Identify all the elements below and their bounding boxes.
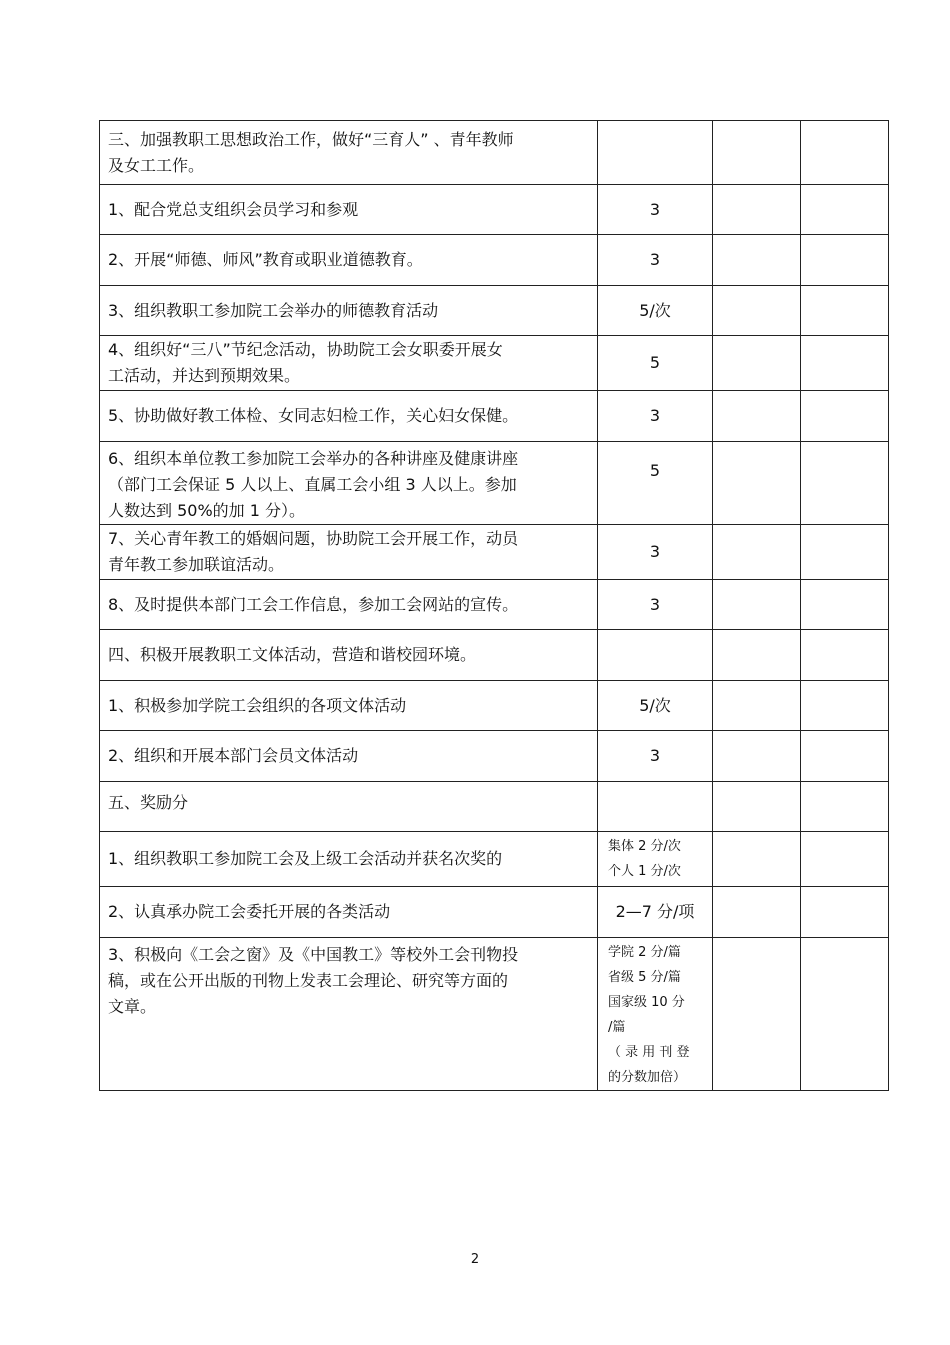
score-cell	[598, 681, 713, 731]
item-text: 四、积极开展教职工文体活动，营造和谐校园环境。	[108, 645, 477, 664]
empty-cell	[713, 887, 801, 938]
score-cell	[598, 286, 713, 336]
score-cell	[598, 630, 713, 681]
table-row	[100, 235, 889, 286]
empty-cell	[713, 580, 801, 630]
score-text: 5/次	[639, 300, 671, 320]
empty-cell	[801, 286, 889, 336]
score-cell	[598, 235, 713, 286]
item-cell	[100, 782, 598, 832]
empty-cell	[801, 235, 889, 286]
empty-cell	[801, 525, 889, 580]
score-text: 3	[649, 199, 661, 219]
empty-cell	[801, 121, 889, 185]
empty-cell	[801, 832, 889, 887]
empty-cell	[801, 887, 889, 938]
table-row	[100, 681, 889, 731]
empty-cell	[713, 731, 801, 782]
item-cell	[100, 731, 598, 782]
empty-cell	[713, 525, 801, 580]
score-text: 省级 5 分/篇	[608, 970, 681, 985]
item-text: 文章。	[108, 997, 157, 1016]
table-row	[100, 731, 889, 782]
item-text: 青年教工参加联谊活动。	[108, 555, 285, 574]
item-text: 8、及时提供本部门工会工作信息，参加工会网站的宣传。	[108, 594, 519, 614]
score-text: /篇	[608, 1020, 626, 1035]
score-text: 5	[649, 461, 661, 480]
score-text: 5/次	[639, 695, 671, 715]
item-cell	[100, 887, 598, 938]
page-number: 2	[470, 1252, 480, 1267]
item-cell	[100, 185, 598, 235]
table-row	[100, 525, 889, 580]
empty-cell	[801, 630, 889, 681]
empty-cell	[801, 391, 889, 442]
item-text: 五、奖励分	[108, 793, 189, 812]
table-row	[100, 580, 889, 630]
score-cell	[598, 580, 713, 630]
score-cell	[598, 391, 713, 442]
score-cell	[598, 185, 713, 235]
table-row	[100, 630, 889, 681]
empty-cell	[713, 185, 801, 235]
item-cell	[100, 525, 598, 580]
table-row	[100, 782, 889, 832]
item-cell	[100, 391, 598, 442]
score-text: 集体 2 分/次	[608, 839, 681, 854]
item-cell	[100, 630, 598, 681]
score-text: 3	[649, 250, 661, 269]
empty-cell	[713, 938, 801, 1091]
item-text: 稿，或在公开出版的刊物上发表工会理论、研究等方面的	[108, 971, 509, 990]
item-cell	[100, 121, 598, 185]
item-text: 4、组织好“三八”节纪念活动，协助院工会女职委开展女	[108, 340, 503, 359]
item-text: 2、组织和开展本部门会员文体活动	[108, 746, 359, 765]
item-text: 1、积极参加学院工会组织的各项文体活动	[108, 695, 407, 715]
score-cell	[598, 121, 713, 185]
item-cell	[100, 681, 598, 731]
score-text: 的分数加倍）	[608, 1070, 687, 1085]
empty-cell	[713, 782, 801, 832]
table-row	[100, 121, 889, 185]
score-cell	[598, 525, 713, 580]
empty-cell	[801, 681, 889, 731]
score-text: 国家级 10 分	[608, 995, 685, 1010]
empty-cell	[713, 630, 801, 681]
empty-cell	[713, 235, 801, 286]
score-cell	[598, 832, 713, 887]
item-cell	[100, 286, 598, 336]
item-text: 6、组织本单位教工参加院工会举办的各种讲座及健康讲座	[108, 449, 519, 468]
scoring-table	[99, 120, 889, 1091]
item-text: 3、组织教职工参加院工会举办的师德教育活动	[108, 300, 439, 320]
table-row	[100, 887, 889, 938]
score-text: 3	[649, 406, 661, 425]
score-text: 个人 1 分/次	[608, 864, 681, 879]
table-row	[100, 938, 889, 1091]
item-text: （部门工会保证 5 人以上、直属工会小组 3 人以上。参加	[108, 475, 517, 494]
table-row	[100, 442, 889, 525]
score-cell	[598, 938, 713, 1091]
score-cell	[598, 731, 713, 782]
item-text: 2、认真承办院工会委托开展的各类活动	[108, 902, 391, 921]
table-row	[100, 336, 889, 391]
item-text: 工活动，并达到预期效果。	[108, 366, 301, 385]
item-text: 1、组织教职工参加院工会及上级工会活动并获名次奖的	[108, 849, 503, 868]
score-text: 3	[649, 746, 661, 765]
empty-cell	[713, 832, 801, 887]
score-cell	[598, 782, 713, 832]
score-text: （ 录 用 刊 登	[608, 1045, 690, 1060]
score-text: 3	[649, 542, 661, 561]
item-cell	[100, 336, 598, 391]
empty-cell	[801, 731, 889, 782]
empty-cell	[713, 391, 801, 442]
table-row	[100, 391, 889, 442]
item-cell	[100, 832, 598, 887]
empty-cell	[801, 782, 889, 832]
empty-cell	[713, 442, 801, 525]
item-text: 三、加强教职工思想政治工作，做好“三育人” 、青年教师	[108, 129, 514, 149]
empty-cell	[801, 580, 889, 630]
item-text: 人数达到 50%的加 1 分）。	[108, 501, 306, 520]
empty-cell	[801, 185, 889, 235]
item-text: 2、开展“师德、师风”教育或职业道德教育。	[108, 250, 423, 269]
item-text: 7、关心青年教工的婚姻问题，协助院工会开展工作，动员	[108, 529, 519, 548]
score-cell	[598, 336, 713, 391]
empty-cell	[713, 336, 801, 391]
score-text: 3	[649, 594, 661, 614]
empty-cell	[713, 681, 801, 731]
score-text: 2—7 分/项	[615, 902, 695, 921]
item-cell	[100, 235, 598, 286]
score-text: 学院 2 分/篇	[608, 945, 681, 960]
score-text: 5	[649, 353, 661, 372]
empty-cell	[713, 286, 801, 336]
score-cell	[598, 887, 713, 938]
empty-cell	[713, 121, 801, 185]
empty-cell	[801, 336, 889, 391]
item-text: 及女工工作。	[108, 155, 205, 175]
score-cell	[598, 442, 713, 525]
table-row	[100, 286, 889, 336]
item-cell	[100, 938, 598, 1091]
table-row	[100, 832, 889, 887]
empty-cell	[801, 442, 889, 525]
item-text: 3、积极向《工会之窗》及《中国教工》等校外工会刊物投	[108, 945, 519, 964]
item-cell	[100, 580, 598, 630]
empty-cell	[801, 938, 889, 1091]
item-text: 1、配合党总支组织会员学习和参观	[108, 199, 359, 219]
item-text: 5、协助做好教工体检、女同志妇检工作，关心妇女保健。	[108, 406, 519, 425]
item-cell	[100, 442, 598, 525]
table-row	[100, 185, 889, 235]
